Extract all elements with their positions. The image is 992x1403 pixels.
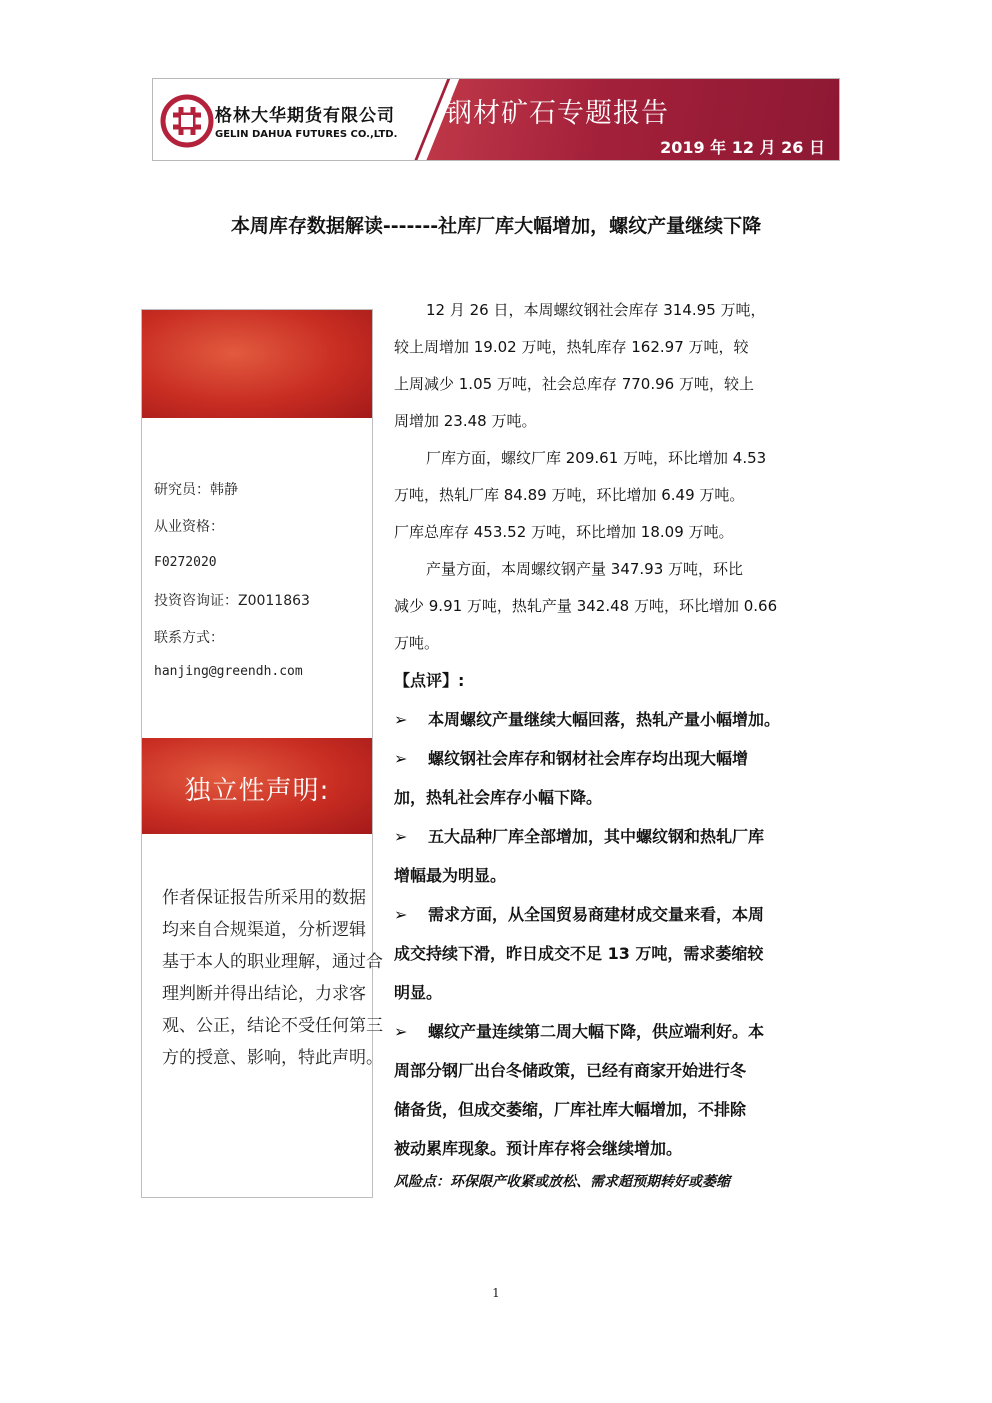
- page-number: 1: [492, 1286, 500, 1300]
- production-paragraph: [394, 551, 844, 662]
- bullet-text: 明显。: [394, 983, 443, 1002]
- qualification-id: F0272020: [154, 555, 217, 570]
- report-type-title: 钢材矿石专题报告: [445, 98, 669, 129]
- contact-label: 联系方式：: [154, 630, 224, 646]
- paragraph-line: 产量方面，本周螺纹钢产量 347.93 万吨，环比: [426, 560, 744, 578]
- bullet-text: 五大品种厂库全部增加，其中螺纹钢和热轧厂库: [428, 827, 765, 846]
- bullet-arrow-icon: ➢: [394, 905, 408, 924]
- paragraph-line: 12 月 26 日，本周螺纹钢社会库存 314.95 万吨，: [426, 301, 766, 319]
- paragraph-line: 厂库方面，螺纹厂库 209.61 万吨，环比增加 4.53: [426, 449, 767, 467]
- paragraph-line: 较上周增加 19.02 万吨，热轧库存 162.97 万吨，较: [394, 338, 749, 356]
- bullet-arrow-icon: ➢: [394, 710, 408, 729]
- company-name-en: GELIN DAHUA FUTURES CO.,LTD.: [215, 129, 398, 140]
- report-date: 2019 年 12 月 26 日: [660, 138, 825, 157]
- social-inventory-paragraph: [394, 292, 844, 440]
- declaration-line: 均来自合规渠道，分析逻辑: [162, 920, 366, 940]
- paragraph-line: 上周减少 1.05 万吨，社会总库存 770.96 万吨，较上: [394, 375, 754, 393]
- bullet-arrow-icon: ➢: [394, 749, 408, 768]
- bullet-text: 螺纹产量连续第二周大幅下降，供应端利好。本: [428, 1022, 765, 1041]
- declaration-line: 观、公正，结论不受任何第三: [162, 1016, 383, 1036]
- consult-certificate: 投资咨询证：Z0011863: [154, 593, 310, 609]
- declaration-line: 作者保证报告所采用的数据: [162, 888, 366, 908]
- bullet-arrow-icon: ➢: [394, 827, 408, 846]
- researcher-name: 研究员：韩静: [154, 482, 238, 498]
- bullet-text: 被动累库现象。预计库存将会继续增加。: [394, 1139, 683, 1158]
- report-body: [394, 292, 844, 1196]
- bullet-text: 成交持续下滑，昨日成交不足 13 万吨，需求萎缩较: [394, 944, 764, 963]
- bullet-text: 需求方面，从全国贸易商建材成交量来看，本周: [428, 905, 765, 924]
- bullet-text: 本周螺纹产量继续大幅回落，热轧产量小幅增加。: [428, 710, 781, 729]
- analyst-sidebar: [141, 309, 383, 1198]
- declaration-text: [162, 882, 383, 1074]
- company-name-cn: 格林大华期货有限公司: [215, 106, 395, 126]
- declaration-heading: 独立性声明:: [184, 776, 330, 806]
- report-main-title: 本周库存数据解读-------社库厂库大幅增加，螺纹产量继续下降: [230, 215, 762, 237]
- factory-inventory-paragraph: [394, 440, 844, 551]
- qualification-label: 从业资格：: [154, 519, 224, 535]
- paragraph-line: 减少 9.91 万吨，热轧产量 342.48 万吨，环比增加 0.66: [394, 597, 778, 615]
- bullet-text: 加，热轧社会库存小幅下降。: [394, 788, 603, 807]
- paragraph-line: 厂库总库存 453.52 万吨，环比增加 18.09 万吨。: [394, 523, 734, 541]
- bullet-text: 周部分钢厂出台冬储政策，已经有商家开始进行冬: [394, 1061, 747, 1080]
- declaration-line: 理判断并得出结论，力求客: [162, 984, 366, 1004]
- declaration-line: 方的授意、影响，特此声明。: [162, 1048, 383, 1068]
- risk-note: 风险点：环保限产收紧或放松、需求超预期转好或萎缩: [394, 1174, 730, 1190]
- report-header-banner: [152, 78, 840, 161]
- bullet-arrow-icon: ➢: [394, 1022, 408, 1041]
- bullet-text: 螺纹钢社会库存和钢材社会库存均出现大幅增: [428, 749, 749, 768]
- comment-bullet: [394, 1012, 844, 1168]
- paragraph-line: 万吨，热轧厂库 84.89 万吨，环比增加 6.49 万吨。: [394, 486, 745, 504]
- comment-bullet: [394, 700, 844, 739]
- paragraph-line: 周增加 23.48 万吨。: [394, 412, 537, 430]
- comment-bullet: [394, 895, 844, 1012]
- declaration-line: 基于本人的职业理解，通过合: [162, 952, 383, 972]
- comment-bullet: [394, 817, 844, 895]
- bullet-text: 增幅最为明显。: [394, 866, 507, 885]
- comment-heading: 【点评】:: [394, 671, 465, 690]
- comment-bullet: [394, 739, 844, 817]
- company-logo-icon: [159, 93, 215, 149]
- contact-email[interactable]: hanjing@greendh.com: [154, 664, 303, 679]
- sidebar-decor-block: [142, 310, 372, 418]
- bullet-text: 储备货，但成交萎缩，厂库社库大幅增加，不排除: [394, 1100, 747, 1119]
- paragraph-line: 万吨。: [394, 634, 440, 652]
